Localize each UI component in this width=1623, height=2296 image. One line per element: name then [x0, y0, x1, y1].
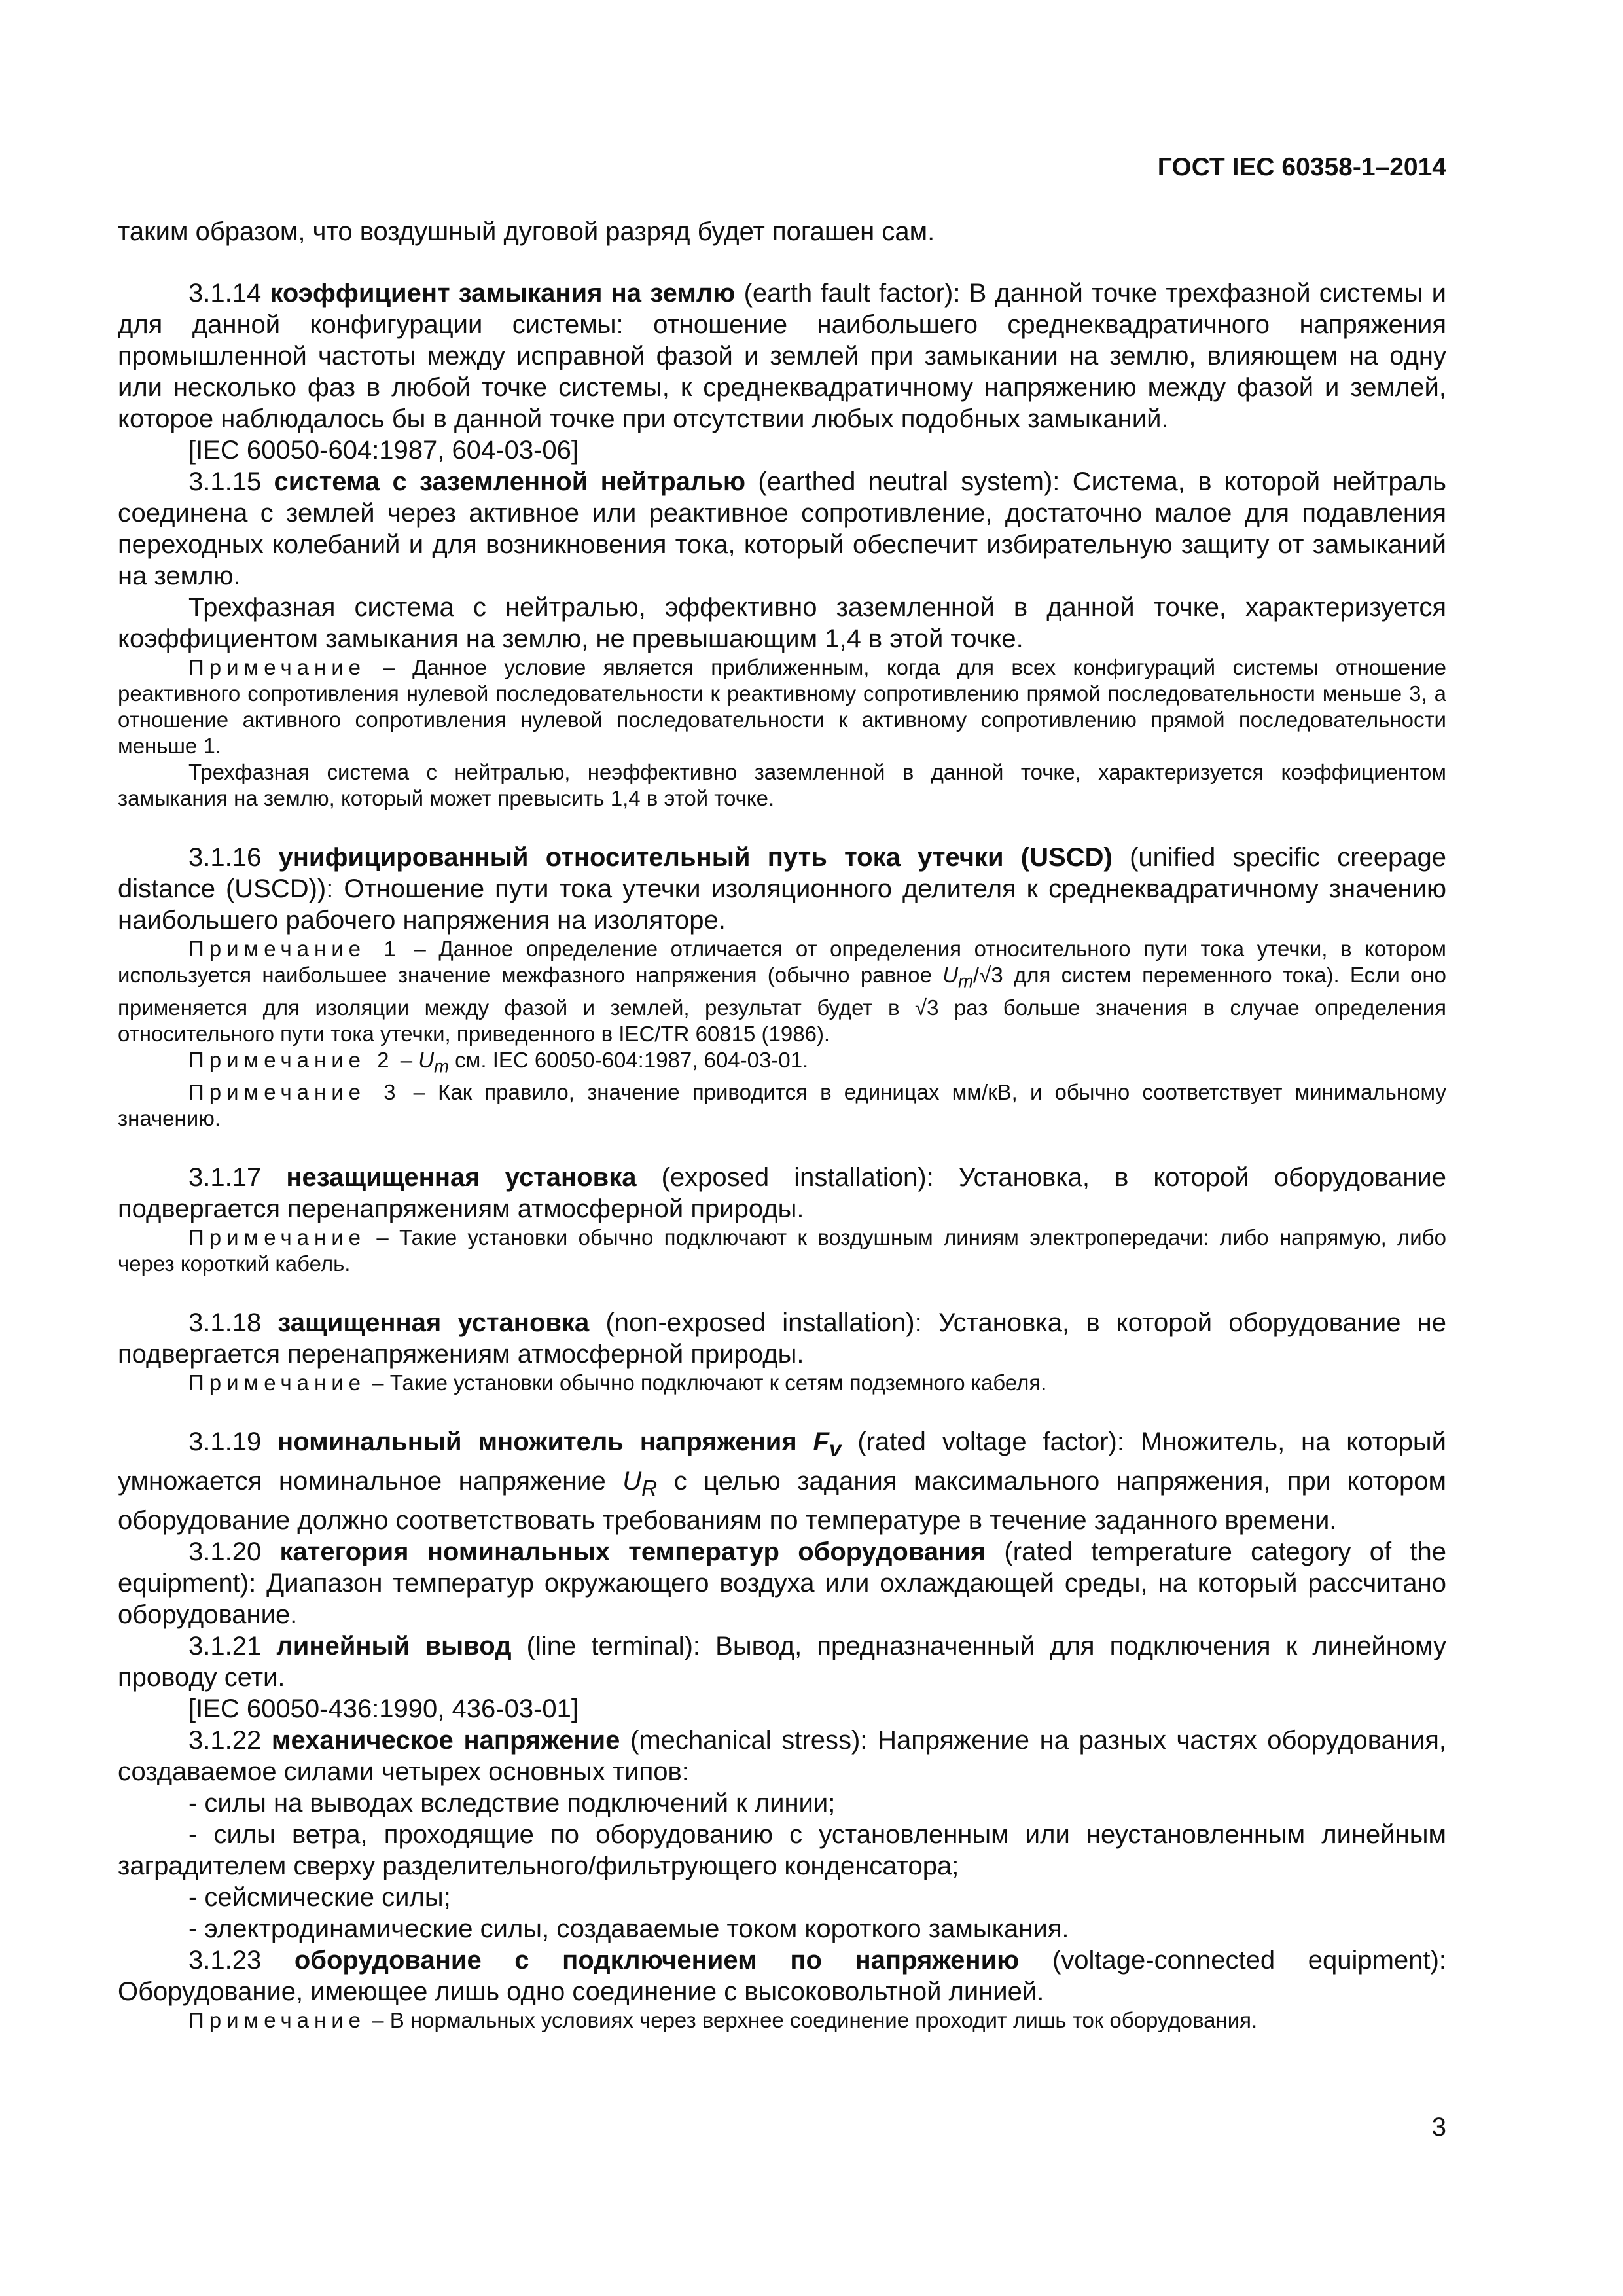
- term-text: защищенная установка: [277, 1308, 590, 1338]
- term-text: унифицированный относительный путь тока утечки (USCD): [278, 843, 1113, 872]
- body-paragraph: [118, 216, 1446, 247]
- note-paragraph: [118, 2007, 1446, 2034]
- term-text: F: [813, 1427, 829, 1457]
- term-text: оборудование с подключением по напряжению: [294, 1946, 1020, 1975]
- text-run: m: [958, 971, 974, 992]
- text-run: Трехфазная система с нейтралью, неэффективно заземленной в данной точке, характеризуется коэффициентом замыкания на землю, который может превысить 1,4 в этой точке.: [118, 760, 1446, 810]
- body-paragraph: [118, 592, 1446, 655]
- note-label: Примечание 1: [188, 937, 401, 961]
- note-paragraph: [118, 936, 1446, 1047]
- text-run: – Данное условие является приближенным, когда для всех конфигураций системы отношение реактивного сопротивления нулевой последовательности к реактивному сопротивлению прямой последовательности меньше 3, а отношение активного сопротивления нулевой последовательности к активному сопротивлению прямой последовательности меньше 1.: [118, 655, 1446, 758]
- text-run: (unified specific creepage distance (USCD)): Отношение пути тока утечки изоляционного делителя к среднеквадратичному значению наибольшего рабочего напряжения на изоляторе.: [118, 843, 1446, 935]
- term-text: линейный вывод: [276, 1632, 512, 1661]
- text-run: 3.1.19: [188, 1427, 278, 1457]
- text-run: см. IEC 60050-604:1987, 604-03-01.: [449, 1047, 809, 1072]
- text-run: (mechanical stress): Напряжение на разных частях оборудования, создаваемое силами четырех основных типов:: [118, 1726, 1446, 1787]
- note-paragraph: [118, 759, 1446, 812]
- text-run: U: [942, 963, 959, 987]
- text-run: Трехфазная система с нейтралью, эффективно заземленной в данной точке, характеризуется коэффициентом замыкания на землю, не превышающим 1,4 в этой точке.: [118, 593, 1446, 653]
- note-label: Примечание 3: [188, 1080, 401, 1105]
- term-text: механическое напряжение: [271, 1726, 620, 1755]
- text-run: (line terminal): Вывод, предназначенный для подключения к линейному проводу сети.: [118, 1632, 1446, 1693]
- text-run: /√3 для систем переменного тока). Если оно применяется для изоляции между фазой и землей, результат будет в √3 раз больше значения в случае определения относительного пути тока утечки, приведенного в IEC/TR 60815 (1986).: [118, 963, 1446, 1046]
- text-run: (rated voltage factor): Множитель, на который умножается номинальное напряжение: [118, 1427, 1446, 1496]
- text-run: m: [434, 1056, 449, 1077]
- body-paragraph: [118, 466, 1446, 592]
- text-run: – Такие установки обычно подключают к воздушным линиям электропередачи: либо напрямую, либо через короткий кабель.: [118, 1225, 1446, 1276]
- note-paragraph: [118, 655, 1446, 759]
- text-run: – Данное определение отличается от определения относительного пути тока утечки, в котором используется наибольшее значение межфазного напряжения (обычно равное: [118, 937, 1446, 987]
- text-run: 3.1.21: [188, 1632, 277, 1661]
- term-text: v: [829, 1437, 842, 1462]
- text-run: – В нормальных условиях через верхнее соединение проходит лишь ток оборудования.: [366, 2008, 1258, 2033]
- text-run: 3.1.22: [188, 1726, 272, 1755]
- paragraph-gap: [118, 247, 1446, 278]
- text-run: (exposed installation): Установка, в которой оборудование подвергается перенапряжениям атмосферной природы.: [118, 1163, 1446, 1224]
- note-label: Примечание: [188, 655, 366, 679]
- text-run: – Такие установки обычно подключают к сетям подземного кабеля.: [366, 1371, 1047, 1395]
- body-paragraph: [118, 1882, 1446, 1913]
- paragraph-gap: [118, 812, 1446, 842]
- text-run: (earth fault factor): В данной точке трехфазной системы и для данной конфигурации системы: отношение наибольшего среднеквадратичного напряжения промышленной частоты между исправной фазой и землей при замыкании на землю, влияющем на одну или несколько фаз в любой точке системы, к среднеквадратичному напряжению между фазой и землей, которое наблюдалось бы в данной точке при отсутствии любых подобных замыканий.: [118, 279, 1446, 433]
- text-run: – Как правило, значение приводится в единицах мм/кВ, и обычно соответствует минимальному значению.: [118, 1080, 1446, 1131]
- body-paragraph: [118, 435, 1446, 466]
- body-paragraph: [118, 1693, 1446, 1725]
- note-label: Примечание: [188, 1371, 366, 1395]
- page-number: 3: [1431, 2113, 1446, 2142]
- body-paragraph: [118, 842, 1446, 936]
- text-run: [IEC 60050-436:1990, 436-03-01]: [188, 1695, 579, 1724]
- term-text: незащищенная установка: [286, 1163, 637, 1193]
- body-paragraph: [118, 278, 1446, 435]
- body-paragraph: [118, 1426, 1446, 1536]
- term-text: коэффициент замыкания на землю: [270, 279, 736, 308]
- note-label: Примечание: [188, 2008, 366, 2033]
- body-paragraph: [118, 1630, 1446, 1693]
- text-run: 3.1.14: [188, 279, 270, 308]
- text-run: (non-exposed installation): Установка, в которой оборудование не подвергается перенапряжениям атмосферной природы.: [118, 1308, 1446, 1369]
- body-paragraph: [118, 1536, 1446, 1630]
- text-run: - сейсмические силы;: [188, 1883, 451, 1912]
- body-paragraph: [118, 1725, 1446, 1787]
- text-run: 3.1.17: [188, 1163, 287, 1193]
- note-label: Примечание: [188, 1225, 366, 1250]
- body-paragraph: [118, 1913, 1446, 1945]
- text-run: 3.1.23: [188, 1946, 294, 1975]
- text-run: 3.1.20: [188, 1537, 280, 1567]
- term-text: система с заземленной нейтралью: [274, 467, 746, 496]
- text-run: с целью задания максимального напряжения, при котором оборудование должно соответствовать требованиям по температуре в течение заданного времени.: [118, 1467, 1446, 1535]
- text-run: 3.1.16: [188, 843, 279, 872]
- text-run: U: [418, 1047, 435, 1072]
- body-paragraph: [118, 1819, 1446, 1882]
- paragraph-gap: [118, 1396, 1446, 1426]
- text-run: - силы на выводах вследствие подключений к линии;: [188, 1789, 836, 1818]
- text-run: (earthed neutral system): Система, в которой нейтраль соединена с землей через активное или реактивное сопротивление, достаточно малое для подавления переходных колебаний и для возникновения тока, который обеспечит избирательную защиту от замыканий на землю.: [118, 467, 1447, 590]
- text-run: 3.1.18: [188, 1308, 278, 1338]
- text-run: 3.1.15: [188, 467, 274, 496]
- term-text: категория номинальных температур оборудования: [279, 1537, 986, 1567]
- text-run: таким образом, что воздушный дуговой разряд будет погашен сам.: [118, 217, 935, 246]
- text-run: (rated temperature category of the equipment): Диапазон температур окружающего воздуха или охлаждающей среды, на который рассчитано оборудование.: [118, 1537, 1446, 1630]
- body-paragraph: [118, 1307, 1446, 1370]
- text-run: U: [622, 1467, 642, 1496]
- text-run: - силы ветра, проходящие по оборудованию с установленным или неустановленным линейным заградителем сверху разделительного/фильтрующего конденсатора;: [118, 1820, 1446, 1881]
- paragraph-gap: [118, 1277, 1446, 1307]
- body-paragraph: [118, 1162, 1446, 1225]
- note-paragraph: [118, 1225, 1446, 1277]
- text-run: –: [394, 1047, 419, 1072]
- term-text: номинальный множитель напряжения: [277, 1427, 813, 1457]
- body-paragraph: [118, 1787, 1446, 1819]
- note-paragraph: [118, 1370, 1446, 1396]
- document-header: ГОСТ IEC 60358-1–2014: [1157, 153, 1446, 181]
- text-run: - электродинамические силы, создаваемые током короткого замыкания.: [188, 1914, 1069, 1944]
- document-body: [118, 216, 1446, 2034]
- note-paragraph: [118, 1079, 1446, 1132]
- text-run: R: [641, 1477, 658, 1501]
- body-paragraph: [118, 1945, 1446, 2007]
- text-run: (voltage-connected equipment): Оборудование, имеющее лишь одно соединение с высоковольтной линией.: [118, 1946, 1446, 2007]
- note-label: Примечание 2: [188, 1047, 395, 1072]
- paragraph-gap: [118, 1132, 1446, 1162]
- note-paragraph: [118, 1047, 1446, 1080]
- text-run: [IEC 60050-604:1987, 604-03-06]: [188, 436, 579, 465]
